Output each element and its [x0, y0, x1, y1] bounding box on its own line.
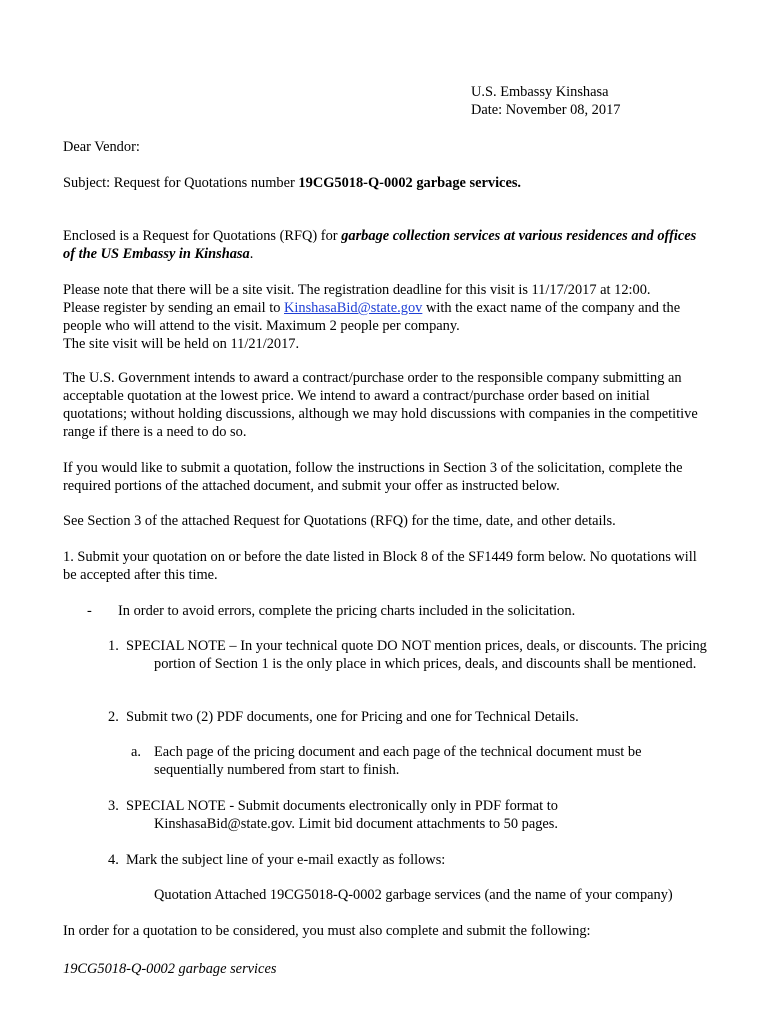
quotation-subject-line: Quotation Attached 19CG5018-Q-0002 garbage services (and the name of your company): [154, 887, 673, 903]
enclosed-prefix: Enclosed is a Request for Quotations (RFQ) for: [63, 228, 342, 244]
item-1: [63, 548, 713, 584]
dash-item-text: In order to avoid errors, complete the pricing charts included in the solicitation.: [118, 603, 576, 619]
numbered-item-3-number: 3.: [108, 798, 119, 814]
section-paragraph: See Section 3 of the attached Request for Quotations (RFQ) for the time, date, and other details.: [63, 513, 616, 529]
subject-prefix: Subject: Request for Quotations number: [63, 175, 299, 191]
enclosed-suffix: .: [249, 246, 254, 262]
numbered-item-2-number: 2.: [108, 709, 119, 725]
site-visit-register: Please register by sending an email to: [63, 300, 284, 316]
email-link[interactable]: KinshasaBid@state.gov: [284, 300, 423, 316]
closing-paragraph: In order for a quotation to be considered, you must also complete and submit the following:: [63, 923, 591, 939]
item-1-text: Submit your quotation on or before the date listed in Block 8 of the SF1449 form below. No quotations will be accepted after this time.: [63, 549, 697, 583]
subject-number: 19CG5018-Q-0002 garbage services.: [298, 175, 522, 191]
site-visit-paragraph: [63, 281, 713, 353]
embassy-name: U.S. Embassy Kinshasa: [471, 84, 609, 100]
submit-paragraph: If you would like to submit a quotation, follow the instructions in Section 3 of the solicitation, complete the required portions of the attached document, and submit your offer as instructed below.: [63, 460, 683, 494]
letter-date: Date: November 08, 2017: [471, 102, 621, 118]
letterhead: [471, 83, 620, 119]
item-1-number: 1.: [63, 549, 74, 565]
enclosed-paragraph: [63, 227, 703, 263]
numbered-item-1-number: 1.: [108, 638, 119, 654]
numbered-item-2-text: Submit two (2) PDF documents, one for Pricing and one for Technical Details.: [126, 709, 579, 725]
sub-item-a-text: Each page of the pricing document and each page of the technical document must be sequentially numbered from start to finish.: [154, 744, 642, 778]
sub-item-a-letter: a.: [131, 744, 141, 760]
site-visit-line-2: [63, 299, 713, 335]
page-footer: 19CG5018-Q-0002 garbage services: [63, 961, 277, 977]
numbered-item-4-number: 4.: [108, 852, 119, 868]
dash-marker: -: [87, 603, 92, 619]
site-visit-register-rest: with the exact name of the company and the people who will attend to the visit. Maximum 2 people per company.: [63, 300, 681, 334]
numbered-item-1-text-body: SPECIAL NOTE – In your technical quote DO NOT mention prices, deals, or discounts. The pricing portion of Section 1 is the only place in which prices, deals, and discounts shall be mentioned.: [126, 638, 707, 672]
enclosed-emphasis: garbage collection services at various residences and offices of the US Embassy in Kinshasa: [63, 228, 697, 262]
salutation: Dear Vendor:: [63, 139, 140, 155]
numbered-item-3-text-body: SPECIAL NOTE - Submit documents electronically only in PDF format to KinshasaBid@state.gov. Limit bid document attachments to 50 pages.: [126, 798, 558, 832]
subject-line: [63, 174, 521, 192]
numbered-item-3-text: [126, 797, 596, 833]
award-paragraph: The U.S. Government intends to award a contract/purchase order to the responsible company submitting an acceptable quotation at the lowest price. We intend to award a contract/purchase order based on initial quotations; without holding discussions, although we may hold discussions with companies in the competitive range if there is a need to do so.: [63, 370, 698, 440]
site-visit-line-3: The site visit will be held on 11/21/2017.: [63, 336, 300, 352]
site-visit-line-1: Please note that there will be a site visit. The registration deadline for this visit is 11/17/2017 at 12:00.: [63, 282, 651, 298]
numbered-item-1-text: [126, 637, 706, 673]
numbered-item-4-text: Mark the subject line of your e-mail exactly as follows:: [126, 852, 446, 868]
